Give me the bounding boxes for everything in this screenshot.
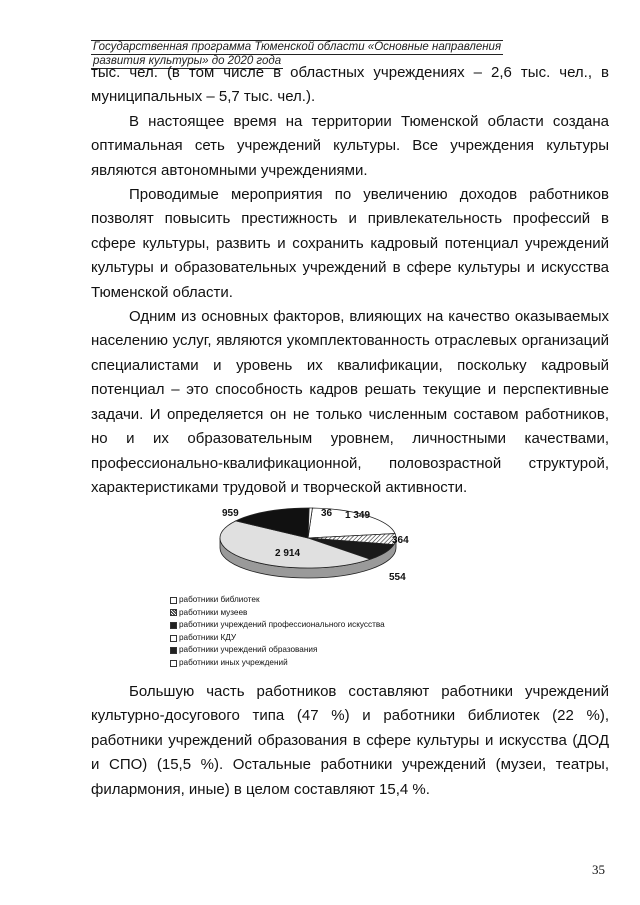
legend-swatch [170,647,177,654]
legend-entry [170,607,385,620]
legend-entry [170,657,385,670]
pie-data-label: 959 [222,508,239,519]
paragraph: Проводимые мероприятия по увеличению доходов работников позволят повысить престижность и привлекательность профессий в сфере культуры, развить и сохранить кадровый потенциал учреждений культуры и образовательных учреждений в сфере культуры и искусства Тюменской области. [91,186,609,301]
legend-swatch [170,660,177,667]
body-text-top [91,61,609,500]
legend-entry [170,644,385,657]
legend-label: работники учреждений профессионального искусства [179,620,385,630]
pie-data-label: 2 914 [275,548,301,559]
legend-swatch [170,609,177,616]
staff-pie-chart [160,500,460,680]
legend-swatch [170,597,177,604]
legend-label: работники учреждений образования [179,645,318,655]
pie-chart-graphic [160,500,460,595]
legend-swatch [170,635,177,642]
pie-data-label: 1 349 [345,510,371,521]
body-text-bottom [91,680,609,802]
header-line-2: развития культуры» до 2020 года [93,55,282,67]
paragraph: Большую часть работников составляют работники учреждений культурно-досугового типа (47 %) и работники библиотек (22 %), работники учреждений образования в сфере культуры и искусства (ДОД и СПО) (15,5 %). Остальные работники учреждений (музеи, театры, филармония, иные) в целом составляют 15,4 %. [91,683,609,798]
legend-label: работники библиотек [179,595,260,604]
page-number: 35 [592,862,605,877]
legend-entry [170,619,385,632]
legend-entry [170,632,385,645]
pie-data-label: 364 [392,535,409,546]
legend-label: работники музеев [179,607,248,617]
header-line-1: Государственная программа Тюменской области «Основные направления [93,41,502,53]
legend-swatch [170,622,177,629]
chart-legend [170,594,385,670]
pie-data-label: 554 [389,572,406,583]
legend-label: работники иных учреждений [179,657,288,667]
legend-label: работники КДУ [179,632,237,642]
paragraph: В настоящее время на территории Тюменской области создана оптимальная сеть учреждений культуры. Все учреждения культуры являются автономными учреждениями. [91,112,609,179]
pie-data-label: 36 [321,508,333,519]
paragraph: Одним из основных факторов, влияющих на качество оказываемых населению услуг, являются укомплектованность отраслевых организаций специалистами и уровень их квалификации, поскольку кадровый потенциал – это способность кадров решать текущие и перспективные задачи. И определяется он не только численным составом работников, но и их образовательным уровнем, личностными качествами, профессионально-квалификационной, половозрастной структурой, характеристиками трудовой и творческой активности. [91,308,609,496]
paragraph: тыс. чел. (в том числе в областных учреждениях – 2,6 тыс. чел., в муниципальных – 5,7 тыс. чел.). [91,64,609,106]
legend-entry [170,594,385,607]
